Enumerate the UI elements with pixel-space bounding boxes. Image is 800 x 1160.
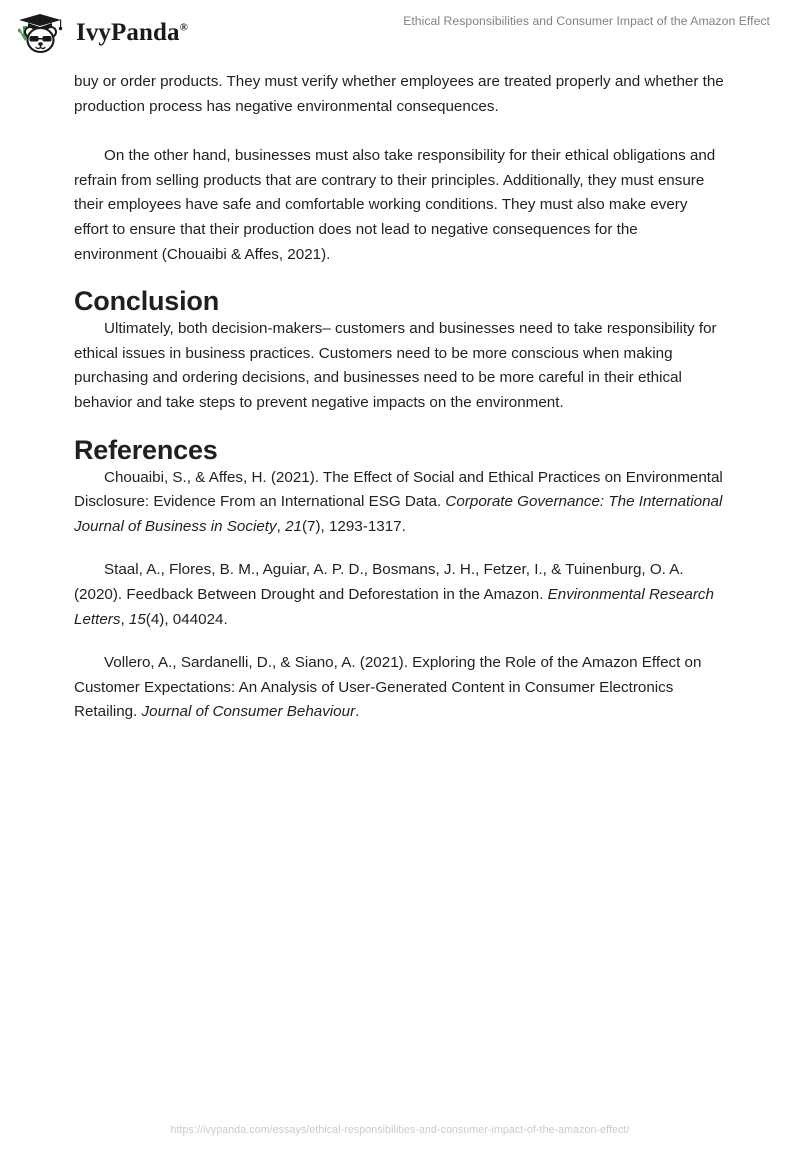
panda-graduate-logo-icon [16,11,68,55]
paragraph-conclusion: Ultimately, both decision-makers– customers and businesses need to take responsibility for ethical issues in business practices. Customers need to be more conscious when making purchasing and ordering decisions, and businesses need to be more careful in their ethical behavior and take steps to prevent negative impacts on the environment. [74,320,717,411]
reference-item [74,558,724,632]
reference-volume: 15 [128,610,146,628]
reference-separator: , [276,517,286,535]
registered-trademark-symbol: ® [179,21,188,34]
reference-item [74,466,724,540]
page-header [0,0,800,62]
reference-pages: (7), 1293-1317. [301,517,406,535]
reference-separator: . [355,703,360,721]
paragraph-continuation: buy or order products. They must verify whether employees are treated properly and whether the production process has negative environmental consequences. [74,73,724,115]
brand-name-text: IvyPanda [76,19,180,46]
footer-source-url[interactable]: https://ivypanda.com/essays/ethical-responsibilities-and-consumer-impact-of-the-amazon-effect/ [170,1124,630,1136]
reference-text: Chouaibi, S., & Affes, H. (2021). The Effect of Social and Ethical Practices on Environmental Disclosure: Evidence From an International ESG Data. [74,468,723,511]
brand-wordmark [76,19,188,47]
reference-item [74,651,724,725]
reference-journal-title: Environmental Research Letters [74,585,714,628]
reference-journal-title: Journal of Consumer Behaviour [141,703,356,721]
reference-text: Staal, A., Flores, B. M., Aguiar, A. P. D., Bosmans, J. H., Fetzer, I., & Tuinenburg, O. A. (2020). Feedback Between Drought and Deforestation in the Amazon. [74,561,684,603]
reference-text: Vollero, A., Sardanelli, D., & Siano, A. (2021). Exploring the Role of the Amazon Effect on Customer Expectations: An Analysis of User-Generated Content in Consumer Electronics Retailing. [74,654,702,721]
heading-references: References [74,434,218,465]
document-header-title: Ethical Responsibilities and Consumer Impact of the Amazon Effect [403,14,770,28]
reference-separator: , [120,610,129,628]
document-content [74,70,724,744]
paragraph-business-responsibility: On the other hand, businesses must also take responsibility for their ethical obligations and refrain from selling products that are contrary to their principles. Additionally, they must ensure their employees have safe and comfortable working conditions. They must also make every effort to ensure that their production does not lead to negative consequences for the environment (Chouaibi & Affes, 2021). [74,147,716,263]
reference-journal-title: Corporate Governance: The International Journal of Business in Society [74,493,723,535]
reference-volume: 21 [285,517,302,535]
heading-conclusion: Conclusion [74,286,219,317]
reference-pages: (4), 044024. [145,610,228,628]
brand-logo-group[interactable] [16,11,188,55]
page-footer [0,1120,800,1138]
